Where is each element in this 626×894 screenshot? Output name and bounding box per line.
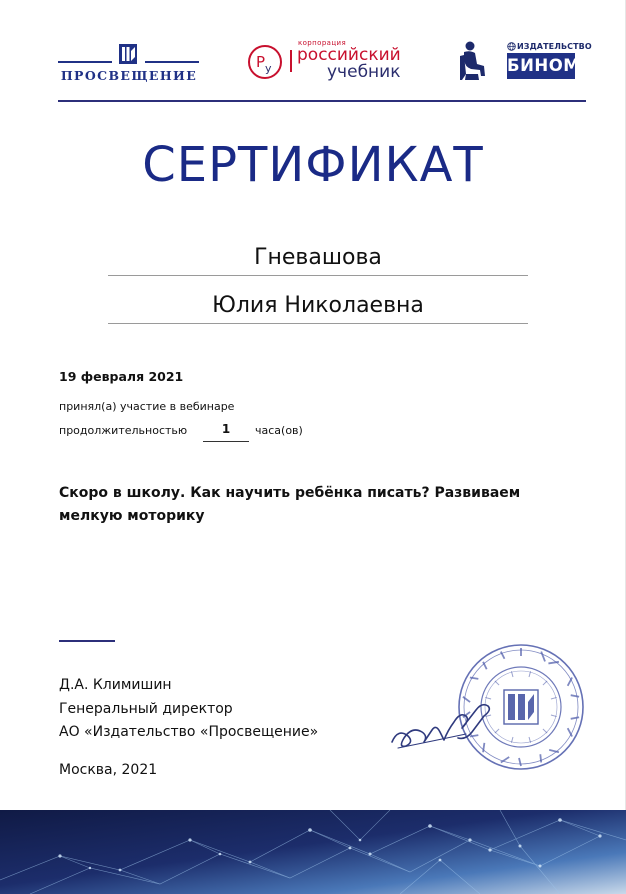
signatory-organization: АО «Издательство «Просвещение» — [59, 724, 319, 740]
logo-bar-left — [58, 61, 112, 63]
duration-unit: часа(ов) — [255, 424, 303, 437]
signatory-accent-bar — [59, 640, 115, 642]
prosveshchenie-wordmark: ПРОСВЕЩЕНИЕ — [60, 68, 198, 83]
header-divider — [58, 100, 586, 102]
prosveshchenie-mark-icon — [118, 43, 138, 65]
recipient-given-names: Юлия Николаевна — [212, 293, 424, 318]
binom-globe-icon — [507, 42, 516, 51]
surname-underline — [108, 275, 528, 276]
logo-bar-right — [145, 61, 199, 63]
participation-text: принял(а) участие в вебинаре — [59, 400, 235, 413]
duration-underline — [203, 441, 249, 442]
ru-word-rossiyskiy: российский — [297, 45, 401, 65]
ru-divider — [290, 50, 292, 72]
ru-corporation-label: корпорация — [298, 39, 347, 47]
handwritten-signature — [388, 692, 498, 754]
city-year: Москва, 2021 — [59, 762, 158, 778]
duration-label: продолжительностью — [59, 424, 188, 437]
header-logos — [0, 0, 626, 104]
webinar-topic: Скоро в школу. Как научить ребёнка писать? Развиваем мелкую моторику — [59, 485, 521, 524]
prosveshchenie-logo — [58, 40, 200, 90]
recipient-surname: Гневашова — [254, 245, 382, 270]
ru-circle-icon — [247, 44, 283, 80]
svg-text:у: у — [265, 62, 272, 75]
binom-logo — [458, 38, 592, 88]
rossiyskiy-uchebnik-logo — [247, 38, 417, 86]
event-date: 19 февраля 2021 — [59, 369, 184, 384]
duration-row — [59, 424, 359, 442]
given-names-underline — [108, 323, 528, 324]
binom-publisher-label: ИЗДАТЕЛЬСТВО — [517, 42, 592, 51]
binom-seated-figure-icon — [458, 40, 488, 82]
signatory-position: Генеральный директор — [59, 701, 233, 717]
binom-wordmark: БИНОМ — [507, 53, 575, 79]
duration-value: 1 — [221, 422, 231, 436]
svg-text:Р: Р — [256, 53, 266, 71]
certificate-title: СЕРТИФИКАТ — [142, 137, 484, 193]
signatory-name: Д.А. Климишин — [59, 677, 172, 693]
footer-network-banner — [0, 810, 626, 894]
ru-word-uchebnik: учебник — [327, 62, 401, 82]
